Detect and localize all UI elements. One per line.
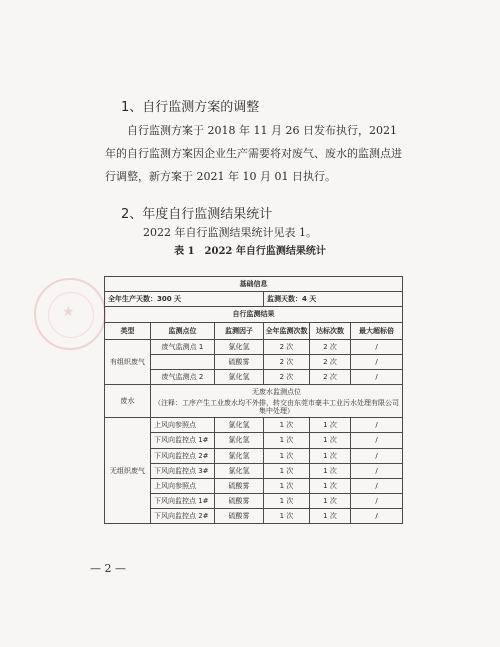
table-header-row	[105, 322, 403, 339]
official-seal	[34, 278, 106, 350]
point-cell: 下风向监控点 2#	[151, 448, 215, 463]
point-cell: 下风向监控点 1#	[151, 494, 215, 509]
count-cell: 1 次	[264, 509, 310, 524]
factor-cell: 氯化氢	[215, 463, 264, 478]
table-caption: 表 1 2022 年自行监测结果统计	[174, 246, 326, 257]
count-cell: 1 次	[264, 463, 310, 478]
exceed-cell: /	[351, 478, 403, 493]
results-header: 自行监测结果	[105, 307, 403, 322]
point-cell	[151, 354, 215, 369]
wastewater-note	[151, 385, 403, 418]
exceed-cell: /	[351, 509, 403, 524]
page-number: — 2 —	[90, 562, 126, 575]
seal-star-icon: ★	[62, 304, 75, 320]
table-row	[105, 277, 403, 292]
table-row	[105, 307, 403, 322]
column-header: 监测点位	[151, 322, 215, 339]
factor-cell: 氯化氢	[215, 369, 264, 384]
point-cell: 上风向参照点	[151, 478, 215, 493]
count-cell: 1 次	[264, 494, 310, 509]
point-cell: 下风向监控点 1#	[151, 433, 215, 448]
factor-cell: 氯化氢	[215, 418, 264, 433]
pass-cell: 2 次	[310, 354, 351, 369]
table-row	[105, 292, 403, 307]
type-cell: 废水	[105, 385, 151, 418]
section-1-paragraph: 自行监测方案于 2018 年 11 月 26 日发布执行，2021 年的自行监测方案因企业生产需要将对废气、废水的监测点进行调整，新方案于 2021 年 10 月 01 日执行。	[105, 124, 402, 183]
count-cell: 2 次	[264, 339, 310, 354]
monitoring-results-table	[104, 276, 403, 524]
factor-cell: 氯化氢	[215, 339, 264, 354]
factor-cell: 硫酸雾	[215, 509, 264, 524]
pass-cell: 1 次	[310, 418, 351, 433]
factor-cell: 氯化氢	[215, 433, 264, 448]
exceed-cell: /	[351, 354, 403, 369]
pass-cell: 1 次	[310, 494, 351, 509]
point-cell: 废气监测点 2	[151, 369, 215, 384]
point-cell: 下风向监控点 3#	[151, 463, 215, 478]
monitoring-days: 监测天数：4 天	[264, 292, 403, 307]
type-cell: 有组织废气	[105, 339, 151, 385]
column-header: 全年监测次数	[264, 322, 310, 339]
factor-cell: 氯化氢	[215, 448, 264, 463]
exceed-cell: /	[351, 369, 403, 384]
no-point-note: 无废水监测点位	[252, 387, 302, 396]
factor-cell: 硫酸雾	[215, 354, 264, 369]
pass-cell: 1 次	[310, 509, 351, 524]
pass-cell: 1 次	[310, 463, 351, 478]
column-header: 达标次数	[310, 322, 351, 339]
count-cell: 1 次	[264, 478, 310, 493]
pass-cell: 1 次	[310, 433, 351, 448]
basic-info-header: 基础信息	[105, 277, 403, 292]
count-cell: 1 次	[264, 448, 310, 463]
point-cell: 下风向监控点 2#	[151, 509, 215, 524]
count-cell: 2 次	[264, 354, 310, 369]
pass-cell: 2 次	[310, 369, 351, 384]
table-row	[105, 339, 403, 354]
pass-cell: 2 次	[310, 339, 351, 354]
table-row	[105, 385, 403, 418]
point-cell: 废气监测点 1	[151, 339, 215, 354]
wastewater-remark: （注释：工序产生工业废水均不外排，转交由东莞市豪丰工业污水处理有限公司集中处理）	[154, 398, 400, 415]
exceed-cell: /	[351, 463, 403, 478]
factor-cell: 硫酸雾	[215, 478, 264, 493]
exceed-cell: /	[351, 494, 403, 509]
section-heading-1: 1、自行监测方案的调整	[121, 100, 260, 115]
pass-cell: 1 次	[310, 448, 351, 463]
exceed-cell: /	[351, 339, 403, 354]
column-header: 监测因子	[215, 322, 264, 339]
exceed-cell: /	[351, 448, 403, 463]
count-cell: 1 次	[264, 418, 310, 433]
exceed-cell: /	[351, 418, 403, 433]
type-cell: 无组织废气	[105, 418, 151, 524]
column-header: 类型	[105, 322, 151, 339]
pass-cell: 1 次	[310, 478, 351, 493]
count-cell: 2 次	[264, 369, 310, 384]
count-cell: 1 次	[264, 433, 310, 448]
table-row	[105, 418, 403, 433]
exceed-cell: /	[351, 433, 403, 448]
column-header: 最大超标倍	[351, 322, 403, 339]
factor-cell: 硫酸雾	[215, 494, 264, 509]
section-heading-2: 2、年度自行监测结果统计	[121, 207, 273, 222]
point-cell: 上风向参照点	[151, 418, 215, 433]
section-2-paragraph: 2022 年自行监测结果统计见表 1。	[143, 226, 317, 239]
production-days: 全年生产天数：300 天	[105, 292, 264, 307]
